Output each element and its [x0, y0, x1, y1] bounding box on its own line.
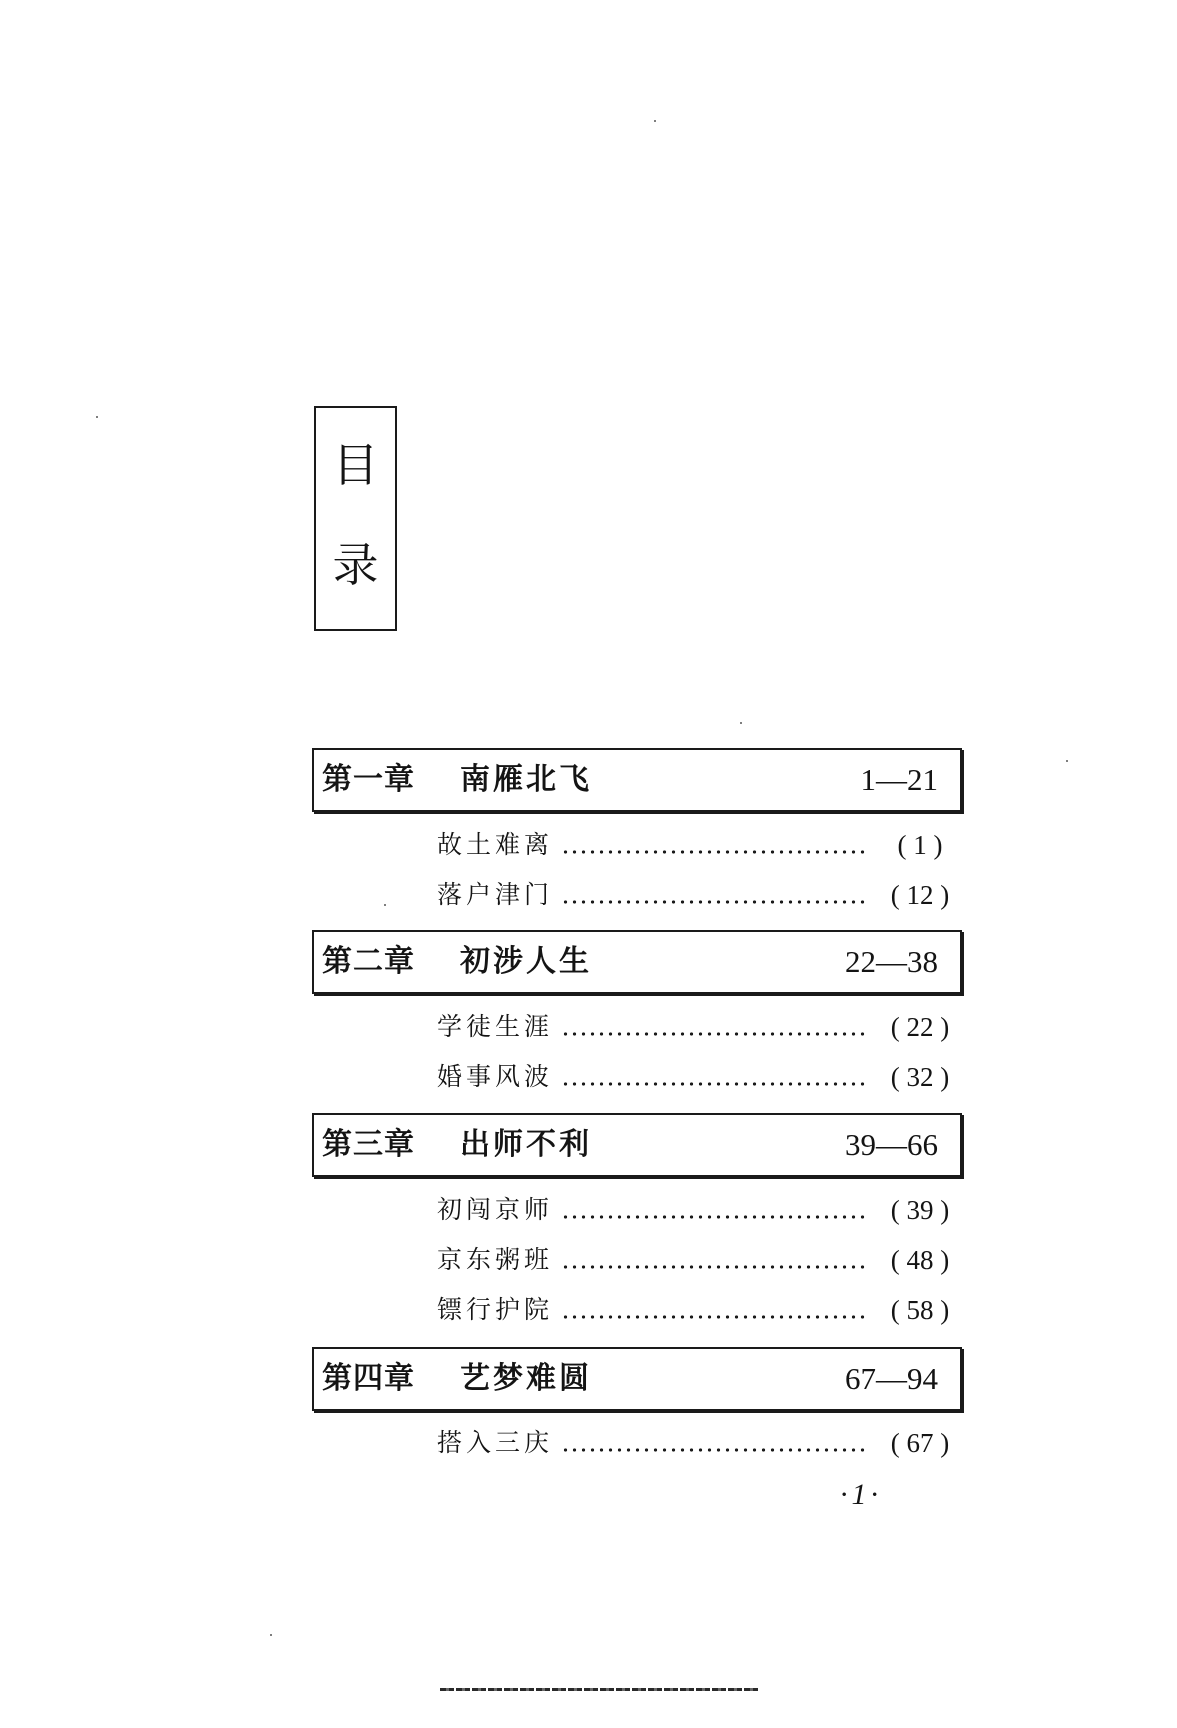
toc-entry[interactable]	[437, 1424, 962, 1464]
toc-title-char-2: 录	[332, 538, 379, 592]
dot-leader	[561, 1215, 866, 1219]
toc-title-box	[314, 406, 397, 631]
chapter-number: 第三章	[322, 1127, 415, 1162]
dot-leader	[561, 1032, 866, 1036]
section-page: ( 67 )	[890, 1428, 950, 1458]
dot-leader	[561, 1315, 866, 1319]
chapter-heading[interactable]	[312, 748, 962, 812]
scan-speck	[1066, 760, 1068, 762]
section-page: ( 1 )	[897, 830, 943, 860]
toc-entry[interactable]	[437, 1291, 962, 1331]
section-page-number: 39	[906, 1195, 934, 1225]
toc-entry[interactable]	[437, 1191, 962, 1231]
toc-title-char-1: 目	[332, 438, 379, 492]
chapter-title: 艺梦难圆	[460, 1361, 592, 1396]
dot-leader	[561, 1082, 866, 1086]
section-title: 落户津门	[437, 880, 554, 909]
dot-leader	[561, 1265, 866, 1269]
section-title: 京东粥班	[437, 1245, 554, 1274]
scan-speck	[96, 416, 98, 418]
chapter-page-range: 67—94	[845, 1361, 938, 1396]
section-title: 婚事风波	[437, 1062, 554, 1091]
chapter-number: 第一章	[322, 762, 415, 797]
section-page: ( 32 )	[890, 1062, 950, 1092]
dot-leader	[561, 900, 866, 904]
section-page-number: 22	[906, 1012, 934, 1042]
chapter-title: 初涉人生	[460, 944, 592, 979]
page-number: ·1·	[840, 1478, 882, 1511]
section-title: 故土难离	[437, 830, 554, 859]
chapter-page-range: 39—66	[845, 1127, 938, 1162]
section-page: ( 48 )	[890, 1245, 950, 1275]
chapter-title: 出师不利	[460, 1127, 592, 1162]
chapter-title: 南雁北飞	[460, 762, 592, 797]
toc-entry[interactable]	[437, 876, 962, 916]
toc-entry[interactable]	[437, 1058, 962, 1098]
section-title: 搭入三庆	[437, 1428, 554, 1457]
section-title: 初闯京师	[437, 1195, 554, 1224]
section-page-number: 67	[906, 1428, 934, 1458]
section-title: 镖行护院	[437, 1295, 554, 1324]
section-page-number: 58	[906, 1295, 934, 1325]
section-page-number: 1	[913, 830, 927, 860]
section-page: ( 22 )	[890, 1012, 950, 1042]
dot-leader	[561, 1448, 866, 1452]
scan-speck	[384, 904, 386, 906]
scan-speck	[270, 1634, 272, 1636]
scan-artifact-line	[440, 1688, 760, 1691]
section-page: ( 58 )	[890, 1295, 950, 1325]
section-page: ( 39 )	[890, 1195, 950, 1225]
section-page-number: 12	[906, 880, 934, 910]
chapter-number: 第四章	[322, 1361, 415, 1396]
dot-leader	[561, 850, 866, 854]
section-page: ( 12 )	[890, 880, 950, 910]
chapter-heading[interactable]	[312, 1113, 962, 1177]
scan-speck	[740, 722, 742, 724]
section-page-number: 48	[906, 1245, 934, 1275]
chapter-heading[interactable]	[312, 930, 962, 994]
section-page-number: 32	[906, 1062, 934, 1092]
chapter-number: 第二章	[322, 944, 415, 979]
chapter-heading[interactable]	[312, 1347, 962, 1411]
section-title: 学徒生涯	[437, 1012, 554, 1041]
chapter-page-range: 22—38	[845, 944, 938, 979]
toc-entry[interactable]	[437, 826, 962, 866]
chapter-page-range: 1—21	[860, 762, 938, 797]
toc-entry[interactable]	[437, 1008, 962, 1048]
scan-speck	[654, 120, 656, 122]
toc-entry[interactable]	[437, 1241, 962, 1281]
